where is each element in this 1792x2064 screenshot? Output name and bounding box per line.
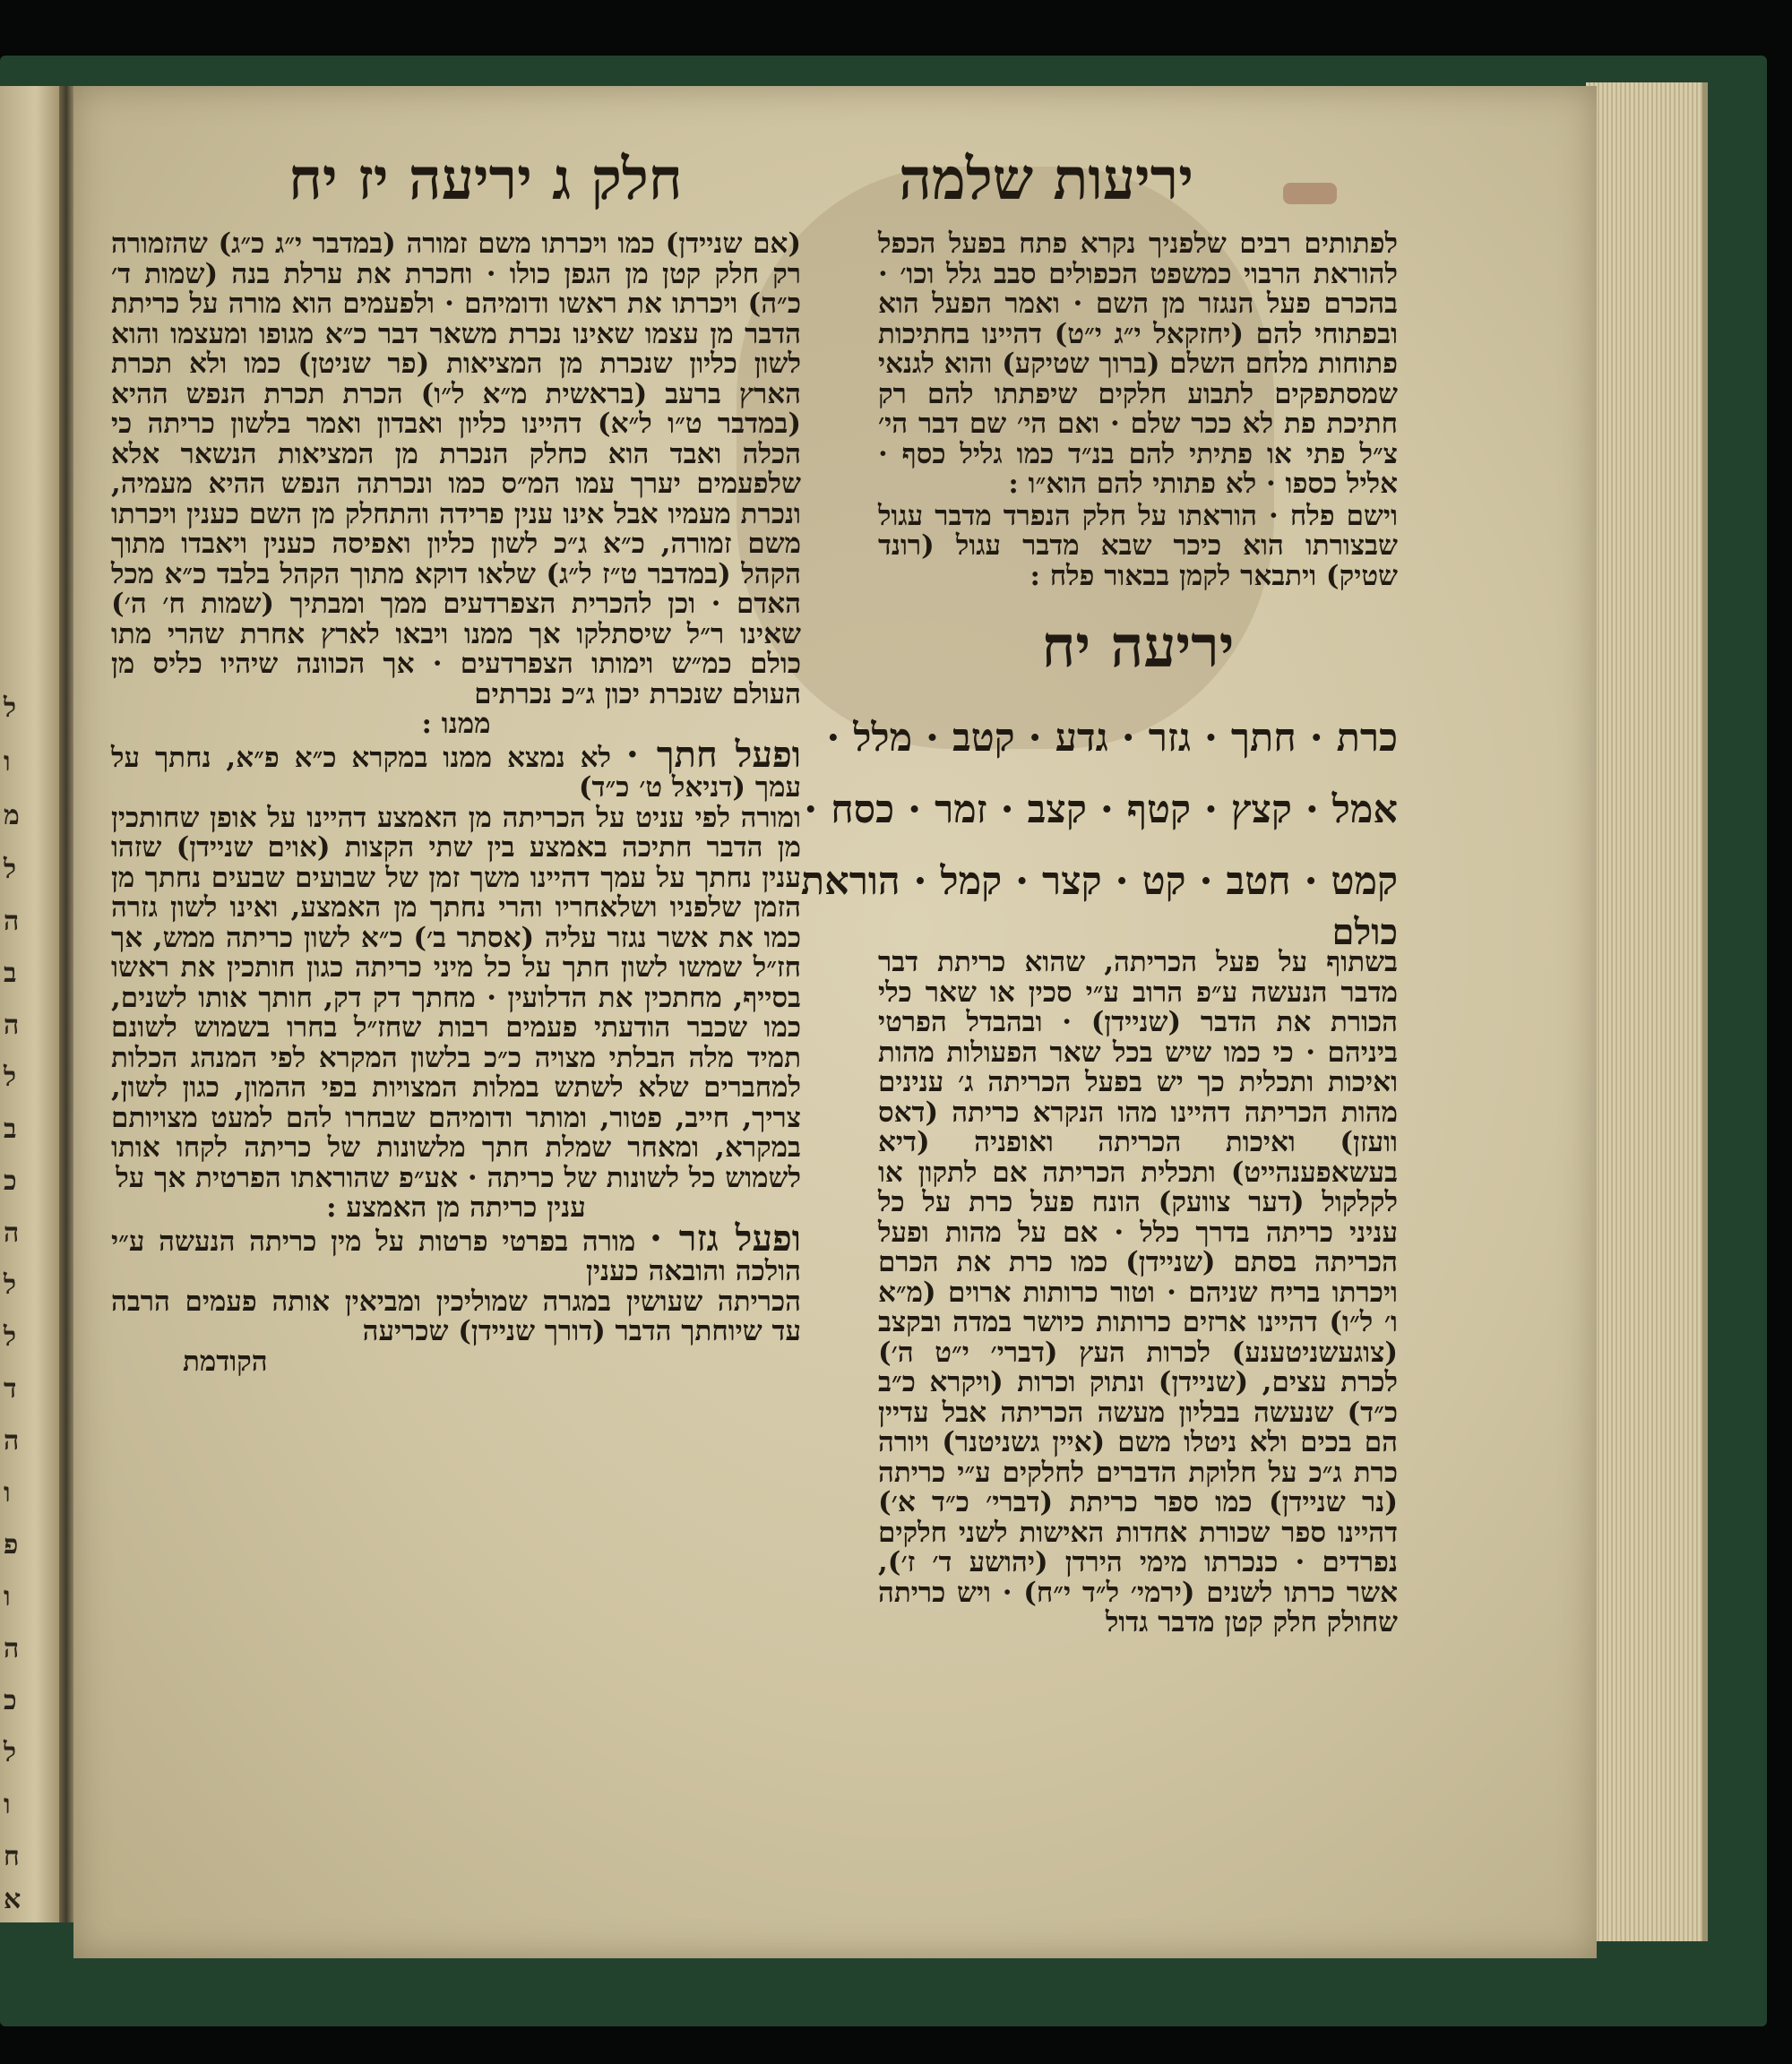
- book-page: [73, 86, 1597, 1958]
- keyword-line: כרת · חתך · גזר · גדע · קטב · מלל ·: [826, 716, 1398, 761]
- left-page-fragment: ו: [4, 746, 11, 778]
- right-column: [800, 228, 1398, 1638]
- paragraph-gazar: הכריתה שעושין במגרה שמוליכין ומביאין אותה פעמים הרבה עד שיוחתך הדבר (דורך שניידן) שכריעה: [111, 1285, 801, 1347]
- book-gutter: [59, 86, 73, 1922]
- left-page-fragment: ב: [4, 1114, 17, 1145]
- left-page-fragment: ה: [4, 1633, 20, 1664]
- left-page-fragment: כ: [4, 1685, 17, 1716]
- running-title: יריעות שלמה: [899, 146, 1193, 213]
- left-page-fragment: מ: [4, 800, 20, 831]
- left-page-fragment: ד: [4, 1373, 17, 1405]
- left-page-fragment: ה: [4, 1010, 20, 1041]
- left-page-fragment: ל: [4, 1269, 17, 1301]
- ink-mark: [1283, 183, 1337, 204]
- page-stack-edge: [1586, 82, 1708, 1941]
- left-page-fragment: ל: [4, 1321, 17, 1353]
- left-page-fragment: ה: [4, 1425, 20, 1457]
- paragraph-tail: ענין כריתה מן האמצע :: [326, 1191, 586, 1224]
- left-page-fragment: ח: [4, 1841, 20, 1872]
- keyword-line: קמט · חטב · קט · קצר · קמל · הוראת: [800, 859, 1398, 904]
- entry-intro-gazar: מורה בפרטי פרטות על מין כריתה הנעשה ע״י הולכה והובאה כענין: [111, 1225, 801, 1287]
- paragraph-pelach: וישם פלח · הוראתו על חלק הנפרד מדבר עגול שבצורתו הוא כיכר שבא מדבר עגול (רונד שטיק) ויתבאר לקמן בבאור פלח :: [878, 499, 1398, 592]
- paragraph-karat: בשתוף על פעל הכריתה, שהוא כריתת דבר מדבר הנעשה ע״פ הרוב ע״י סכין או שאר כלי הכורת את הדבר (שניידן) · ובהבדל הפרטי ביניהם · כי כמו שיש בכל שאר הפעולות מהות ואיכות ותכלית כך יש בפעל הכריתה ג׳ ענינים מהות הכריתה דהיינו מהו הנקרא כריתה (דאס וועזן) ואיכות הכריתה ואופניה (דיא בעשאפענהייט) ותכלית הכריתה אם לתקון או לקלקול (דער צוועק) הונח פעל כרת על כל עניני כריתה בדרך כלל · אם על מהות ופעל הכריתה בסתם (שניידן) כמו כרת את הכרם ויכרתו בריח שניהם · וטור כרותות ארוים (מ״א ו׳ ל״ו) דהיינו ארזים כרותות כיושר במדה ובקצב (צוגעשניטענע) לכרות העץ (דברי׳ י״ט ה׳) לכרת עצים, (שניידן) ונתוק וכרות (ויקרא כ״ב כ״ד) שנעשה בבליון מעשה הכריתה אבל עדיין הם בכים ולא ניטלו משם (איין גשניטנר) ויורה כרת ג״כ על חלוקת הדברים לחלקים ע״י כריתה (נר שניידן) כמו ספר כריתת (דברי׳ כ״ד א׳) דהיינו ספר שכורת אחדות האישות לשני חלקים נפרדים · כנכרתו מימי הירדן (יהושע ד׳ ז׳), אשר כרתו לשנים (ירמי׳ ל״ד י״ח) · ויש כריתה שחולק חלק קטן מדבר גדול: [878, 946, 1398, 1638]
- paragraph-chatach: ומורה לפי עניט על הכריתה מן האמצע דהיינו על אופן שחותכין מן הדבר חתיכה באמצע בין שתי הקצות (אוים שניידן) שזהו ענין נחתך על עמך דהיינו משך זמן של שבועים שבעים נחתך מן הזמן שלפניו ושלאחריו והרי נחתך מן האמצע, ואינו לשון גזרה כמו את אשר נגזר עליה (אסתר ב׳) כ״א לשון כריתה ממש, אך חז״ל שמשו לשון חתך על כל מיני כריתה כגון חותכין את ראשו בסייף, מחתכין את הדלועין · מחתך דק דק, חותך אותו לשנים, כמו שכבר הודעתי פעמים רבות שחז״ל בחרו בשמוש לשונם תמיד מלה הבלתי מצויה כ״כ בלשון המקרא לפי המנהג הכלות למחברים שלא לשתש במלות המצויות בפי ההמון, כגון לשון, צריך, חייב, פטור, ומותר ודומיהם שבחרו להם למעט מצויותם במקרא, ומאחר שמלת חתך מלשונות של כריתה לקחו אותו לשמוש כל לשונות של כריתה · אע״פ שהוראתו הפרטית אך על: [111, 801, 801, 1194]
- left-page-fragment: ל: [4, 854, 17, 885]
- left-page-fragment: ל: [4, 1737, 17, 1768]
- keyword-line: אמל · קצץ · קטף · קצב · זמר · כסח ·: [804, 787, 1398, 832]
- entry-head-chatach: ופעל חתך ·: [625, 733, 801, 776]
- left-page-fragment: ל: [4, 1062, 17, 1093]
- part-label: חלק ג יריעה יז יח: [289, 146, 683, 213]
- paragraph-karat-continued: (אם שניידן) כמו ויכרתו משם זמורה (במדבר י״ג כ״ג) שהזמורה רק חלק קטן מן הגפן כולו · וחכרת את ערלת בנה (שמות ד׳ כ״ה) ויכרתו את ראשו ודומיהם · ולפעמים הוא מורה על כריתת הדבר מן עצמו שאינו נכרת משאר דבר כ״א מגופו ומעצמו והוא לשון כליון שנכרת מן המציאות (פר שניטן) כמו ולא תכרת הארץ ברעב (בראשית מ״א ל״ו) הכרת תכרת הנפש ההיא (במדבר ט״ו ל״א) דהיינו כליון ואבדון ואמר בלשון כריתה כי הכלה ואבד הוא כחלק הנכרת מן המציאות הנשאר אלא שלפעמים יערך עמו המ״ס כמו ונכרתה הנפש ההיא מעמיה, ונכרת מעמיו אבל אינו ענין פרידה והתחלק מן השם כענין ויכרתו משם זמורה, כ״א ג״כ לשון כליון ואפיסה כענין ויאבדו מתוך הקהל (במדבר ט״ז ל״ג) שלאו דוקא מתוך הקהל בלבד כ״א מכל האדם · וכן להכרית הצפרדעים ממך ומבתיך (שמות ח׳ ה׳) שאינו ר״ל שיסתלקו אך ממנו ויבאו לארץ אחרת שהרי מתו כולם כמ״ש וימותו הצפרדעים · אך הכוונה שיהיו כליס מן העולם שנכרת יכון ג״כ נכרתים: [111, 228, 801, 710]
- section-title: יריעה יח: [1041, 614, 1235, 681]
- left-page-edge: [0, 86, 59, 1922]
- left-column: [111, 229, 801, 1377]
- left-page-fragment: פ: [4, 1529, 19, 1561]
- left-page-fragment: ה: [4, 906, 20, 937]
- paragraph-pitutim: לפתותים רבים שלפניך נקרא פתח בפעל הכפל להוראת הרבוי כמשפט הכפולים סבב גלל וכו׳ · בהכרם פעל הנגזר מן השם · ואמר הפעל הוא ובפתוחי להם (יחזקאל י״ג י״ט) דהיינו בחתיכות פתוחות מלחם השלם (ברוך שטיקע) והוא לגנאי שמסתפקים לתבוע חלקים שיפתתו להם רק חתיכת פת לא ככר שלם · ואם הי׳ שם דבר הי׳ צ״ל פתי או פתיתי להם בנ״ד כמו גליל כסף · אליל כספו · לא פתותי להם הוא״ו :: [878, 228, 1398, 500]
- left-page-fragment: ל: [4, 692, 17, 724]
- paragraph-tail: ממנו :: [421, 708, 491, 740]
- entry-intro-chatach: לא נמצא ממנו במקרא כ״א פ״א, נחתך על עמך (דניאל ט׳ כ״ד): [111, 741, 801, 804]
- left-page-fragment: כ: [4, 1165, 17, 1197]
- entry-head-gazar: ופעל גזר ·: [650, 1217, 802, 1260]
- left-page-fragment: א: [4, 1884, 22, 1915]
- left-page-fragment: ה: [4, 1217, 20, 1249]
- left-page-fragment: ו: [4, 1789, 11, 1820]
- left-page-fragment: ו: [4, 1477, 11, 1509]
- keyword-tail: כולם: [1331, 911, 1398, 953]
- left-page-fragment: ו: [4, 1581, 11, 1612]
- running-header: [289, 140, 1193, 220]
- catchword: הקודמת: [183, 1345, 268, 1378]
- left-page-fragment: ב: [4, 958, 17, 989]
